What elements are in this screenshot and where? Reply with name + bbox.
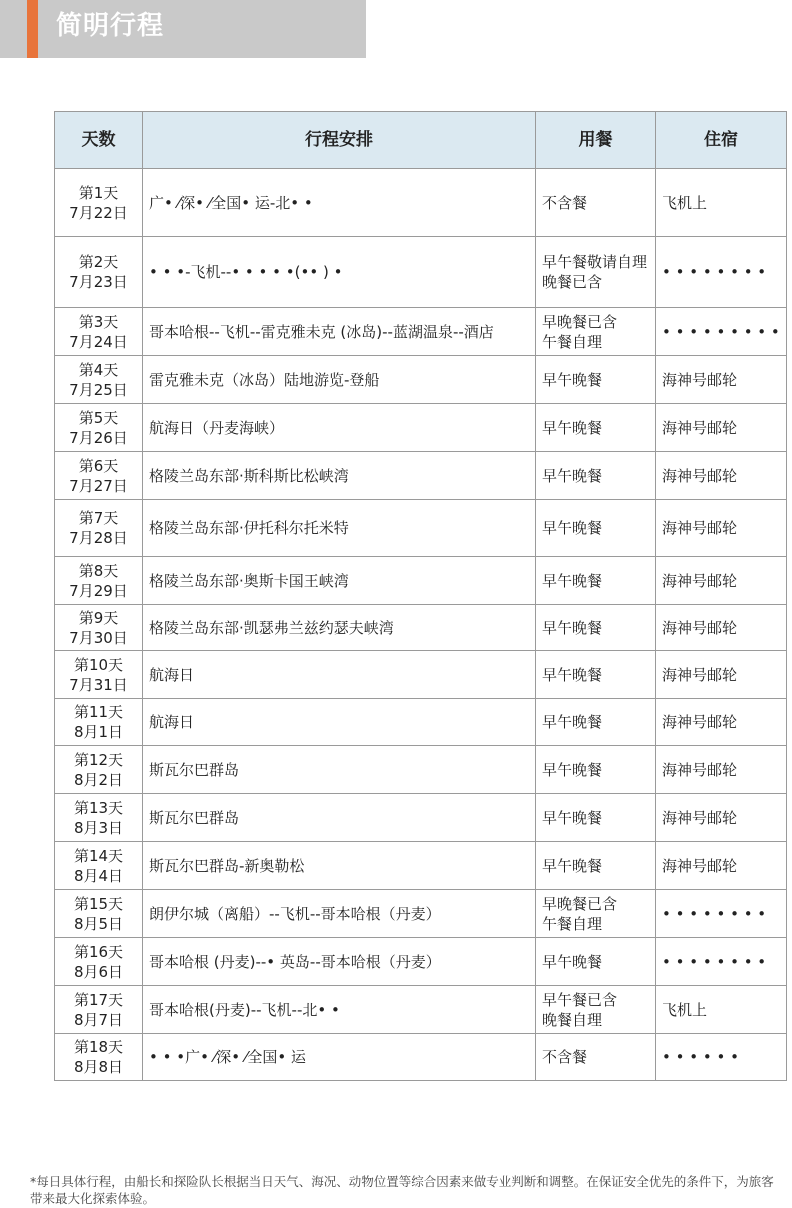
plan-cell: 航海日 <box>143 651 536 699</box>
hotel-line: 海神号邮轮 <box>662 418 738 437</box>
date-label: 7月23日 <box>69 273 128 291</box>
column-header-day: 天数 <box>55 112 143 169</box>
day-label: 第5天 <box>78 408 119 427</box>
meal-cell <box>536 169 656 237</box>
plan-cell: 哥本哈根(丹麦)--飞机--北• • <box>143 986 536 1034</box>
hotel-line: 飞机上 <box>662 193 708 212</box>
day-cell <box>55 794 143 842</box>
hotel-cell <box>656 986 787 1034</box>
hotel-line: 海神号邮轮 <box>662 808 738 827</box>
day-label: 第1天 <box>78 183 119 202</box>
date-label: 7月29日 <box>69 581 128 600</box>
date-label: 7月31日 <box>69 675 128 694</box>
day-cell <box>55 452 143 500</box>
hotel-cell <box>656 557 787 605</box>
hotel-line: 海神号邮轮 <box>662 618 738 637</box>
hotel-cell <box>656 1034 787 1081</box>
day-cell <box>55 746 143 794</box>
hotel-cell <box>656 169 787 237</box>
hotel-cell <box>656 938 787 986</box>
day-label: 第16天 <box>73 942 124 961</box>
day-cell <box>55 169 143 237</box>
meal-line: 晚餐已含 <box>542 273 603 291</box>
meal-cell <box>536 938 656 986</box>
hotel-line: 海神号邮轮 <box>662 760 738 779</box>
meal-line: 早午晚餐 <box>542 952 603 971</box>
hotel-line: • • • • • • • • <box>662 263 767 281</box>
hotel-line: • • • • • • <box>662 1048 739 1066</box>
day-label: 第15天 <box>73 894 124 913</box>
day-label: 第7天 <box>78 509 119 527</box>
day-cell <box>55 986 143 1034</box>
meal-line: 早午晚餐 <box>542 466 603 485</box>
hotel-line: 飞机上 <box>662 1000 708 1019</box>
table-row <box>55 890 787 938</box>
hotel-cell <box>656 308 787 356</box>
meal-line: 早午晚餐 <box>542 856 603 875</box>
meal-line: 早午晚餐 <box>542 370 603 389</box>
plan-cell: • • •广• ⁄深• ⁄全国• 运 <box>143 1034 536 1081</box>
date-label: 8月1日 <box>73 723 124 741</box>
table-row <box>55 1034 787 1081</box>
day-label: 第11天 <box>73 703 124 721</box>
hotel-cell <box>656 237 787 308</box>
day-label: 第4天 <box>78 360 119 379</box>
meal-cell <box>536 1034 656 1081</box>
plan-cell: 航海日（丹麦海峡） <box>143 404 536 452</box>
hotel-cell <box>656 890 787 938</box>
day-label: 第17天 <box>73 990 124 1009</box>
meal-cell <box>536 651 656 699</box>
table-body <box>55 169 787 1081</box>
meal-cell <box>536 404 656 452</box>
meal-line: 晚餐自理 <box>542 1010 603 1029</box>
plan-cell: 哥本哈根 (丹麦)--• 英岛--哥本哈根（丹麦） <box>143 938 536 986</box>
meal-cell <box>536 237 656 308</box>
day-label: 第8天 <box>78 561 119 580</box>
day-label: 第13天 <box>73 798 124 817</box>
meal-line: 早午晚餐 <box>542 760 603 779</box>
date-label: 8月4日 <box>73 866 124 885</box>
meal-line: 早晚餐已含 <box>542 894 618 913</box>
table-row <box>55 842 787 890</box>
table-row <box>55 452 787 500</box>
section-header <box>0 0 366 58</box>
date-label: 7月28日 <box>69 529 128 547</box>
meal-line: 早午晚餐 <box>542 618 603 637</box>
hotel-cell <box>656 746 787 794</box>
day-cell <box>55 605 143 651</box>
plan-cell: 斯瓦尔巴群岛-新奥勒松 <box>143 842 536 890</box>
meal-cell <box>536 699 656 746</box>
date-label: 7月25日 <box>69 380 128 399</box>
column-header-plan: 行程安排 <box>143 112 536 169</box>
hotel-cell <box>656 452 787 500</box>
plan-cell: 雷克雅未克（冰岛）陆地游览-登船 <box>143 356 536 404</box>
hotel-line: 海神号邮轮 <box>662 519 738 537</box>
meal-cell <box>536 500 656 557</box>
plan-cell: 格陵兰岛东部·伊托科尔托米特 <box>143 500 536 557</box>
plan-cell: • • •-飞机--• • • • •(•• ) • <box>143 237 536 308</box>
hotel-cell <box>656 356 787 404</box>
table-row <box>55 986 787 1034</box>
meal-line: 午餐自理 <box>542 332 603 351</box>
plan-cell: 斯瓦尔巴群岛 <box>143 746 536 794</box>
hotel-line: • • • • • • • • <box>662 952 767 971</box>
day-cell <box>55 356 143 404</box>
day-cell <box>55 404 143 452</box>
day-label: 第14天 <box>73 846 124 865</box>
day-label: 第10天 <box>73 655 124 674</box>
hotel-cell <box>656 699 787 746</box>
hotel-line: 海神号邮轮 <box>662 370 738 389</box>
table-row <box>55 308 787 356</box>
hotel-line: • • • • • • • • <box>662 904 767 923</box>
date-label: 7月22日 <box>69 203 128 222</box>
day-cell <box>55 651 143 699</box>
hotel-line: 海神号邮轮 <box>662 466 738 485</box>
day-cell <box>55 938 143 986</box>
meal-line: 不含餐 <box>542 193 588 212</box>
date-label: 8月5日 <box>73 914 124 933</box>
plan-cell: 格陵兰岛东部·斯科斯比松峡湾 <box>143 452 536 500</box>
date-label: 8月3日 <box>73 818 124 837</box>
day-label: 第12天 <box>73 750 124 769</box>
table-row <box>55 557 787 605</box>
meal-cell <box>536 557 656 605</box>
meal-cell <box>536 605 656 651</box>
meal-cell <box>536 986 656 1034</box>
day-label: 第9天 <box>78 608 119 627</box>
plan-cell: 航海日 <box>143 699 536 746</box>
meal-line: 早午晚餐 <box>542 665 603 684</box>
hotel-line: 海神号邮轮 <box>662 571 738 590</box>
meal-line: 早午晚餐 <box>542 713 603 731</box>
meal-line: 早午晚餐 <box>542 418 603 437</box>
table-row <box>55 605 787 651</box>
footnote: *每日具体行程，由船长和探险队长根据当日天气、海况、动物位置等综合因素来做专业判断和调整。在保证安全优先的条件下，为旅客带来最大化探索体验。 <box>30 1174 774 1206</box>
plan-cell: 广• ⁄深• ⁄全国• 运-北• • <box>143 169 536 237</box>
meal-cell <box>536 308 656 356</box>
meal-cell <box>536 452 656 500</box>
day-cell <box>55 1034 143 1081</box>
meal-cell <box>536 794 656 842</box>
date-label: 7月26日 <box>69 428 128 447</box>
date-label: 8月8日 <box>73 1058 124 1076</box>
header-accent-bar <box>27 0 38 58</box>
meal-line: 早晚餐已含 <box>542 312 618 331</box>
day-label: 第2天 <box>78 253 119 271</box>
hotel-line: 海神号邮轮 <box>662 665 738 684</box>
day-label: 第3天 <box>78 312 119 331</box>
table-row <box>55 651 787 699</box>
plan-cell: 格陵兰岛东部·奥斯卡国王峡湾 <box>143 557 536 605</box>
date-label: 7月30日 <box>69 628 128 647</box>
plan-cell: 格陵兰岛东部·凯瑟弗兰兹约瑟夫峡湾 <box>143 605 536 651</box>
day-cell <box>55 890 143 938</box>
hotel-cell <box>656 651 787 699</box>
meal-line: 早午晚餐 <box>542 808 603 827</box>
day-cell <box>55 842 143 890</box>
meal-line: 早午晚餐 <box>542 571 603 590</box>
date-label: 8月6日 <box>73 962 124 981</box>
meal-line: 午餐自理 <box>542 914 603 933</box>
hotel-cell <box>656 500 787 557</box>
table-header-row <box>55 112 787 169</box>
table-row <box>55 699 787 746</box>
hotel-cell <box>656 605 787 651</box>
plan-cell: 斯瓦尔巴群岛 <box>143 794 536 842</box>
table-row <box>55 938 787 986</box>
hotel-line: • • • • • • • • • <box>662 322 780 341</box>
hotel-line: 海神号邮轮 <box>662 713 738 731</box>
meal-line: 不含餐 <box>542 1048 588 1066</box>
hotel-line: 海神号邮轮 <box>662 856 738 875</box>
column-header-hotel: 住宿 <box>656 112 787 169</box>
hotel-cell <box>656 842 787 890</box>
table-row <box>55 500 787 557</box>
plan-cell: 朗伊尔城（离船）--飞机--哥本哈根（丹麦） <box>143 890 536 938</box>
day-label: 第6天 <box>78 456 119 475</box>
day-cell <box>55 699 143 746</box>
section-title: 简明行程 <box>56 11 165 41</box>
date-label: 7月27日 <box>69 476 128 495</box>
date-label: 8月2日 <box>73 770 124 789</box>
meal-cell <box>536 890 656 938</box>
meal-line: 早午餐已含 <box>542 990 618 1009</box>
table-row <box>55 794 787 842</box>
date-label: 7月24日 <box>69 332 128 351</box>
day-label: 第18天 <box>73 1038 124 1056</box>
table-row <box>55 356 787 404</box>
table-row <box>55 404 787 452</box>
meal-line: 早午晚餐 <box>542 519 603 537</box>
table-row <box>55 237 787 308</box>
table-row <box>55 746 787 794</box>
hotel-cell <box>656 404 787 452</box>
table-row <box>55 169 787 237</box>
meal-cell <box>536 842 656 890</box>
day-cell <box>55 500 143 557</box>
day-cell <box>55 237 143 308</box>
day-cell <box>55 308 143 356</box>
meal-line: 早午餐敬请自理 <box>542 253 648 271</box>
hotel-cell <box>656 794 787 842</box>
plan-cell: 哥本哈根--飞机--雷克雅未克 (冰岛)--蓝湖温泉--酒店 <box>143 308 536 356</box>
meal-cell <box>536 746 656 794</box>
itinerary-table <box>54 111 787 1081</box>
date-label: 8月7日 <box>73 1010 124 1029</box>
day-cell <box>55 557 143 605</box>
meal-cell <box>536 356 656 404</box>
column-header-meal: 用餐 <box>536 112 656 169</box>
